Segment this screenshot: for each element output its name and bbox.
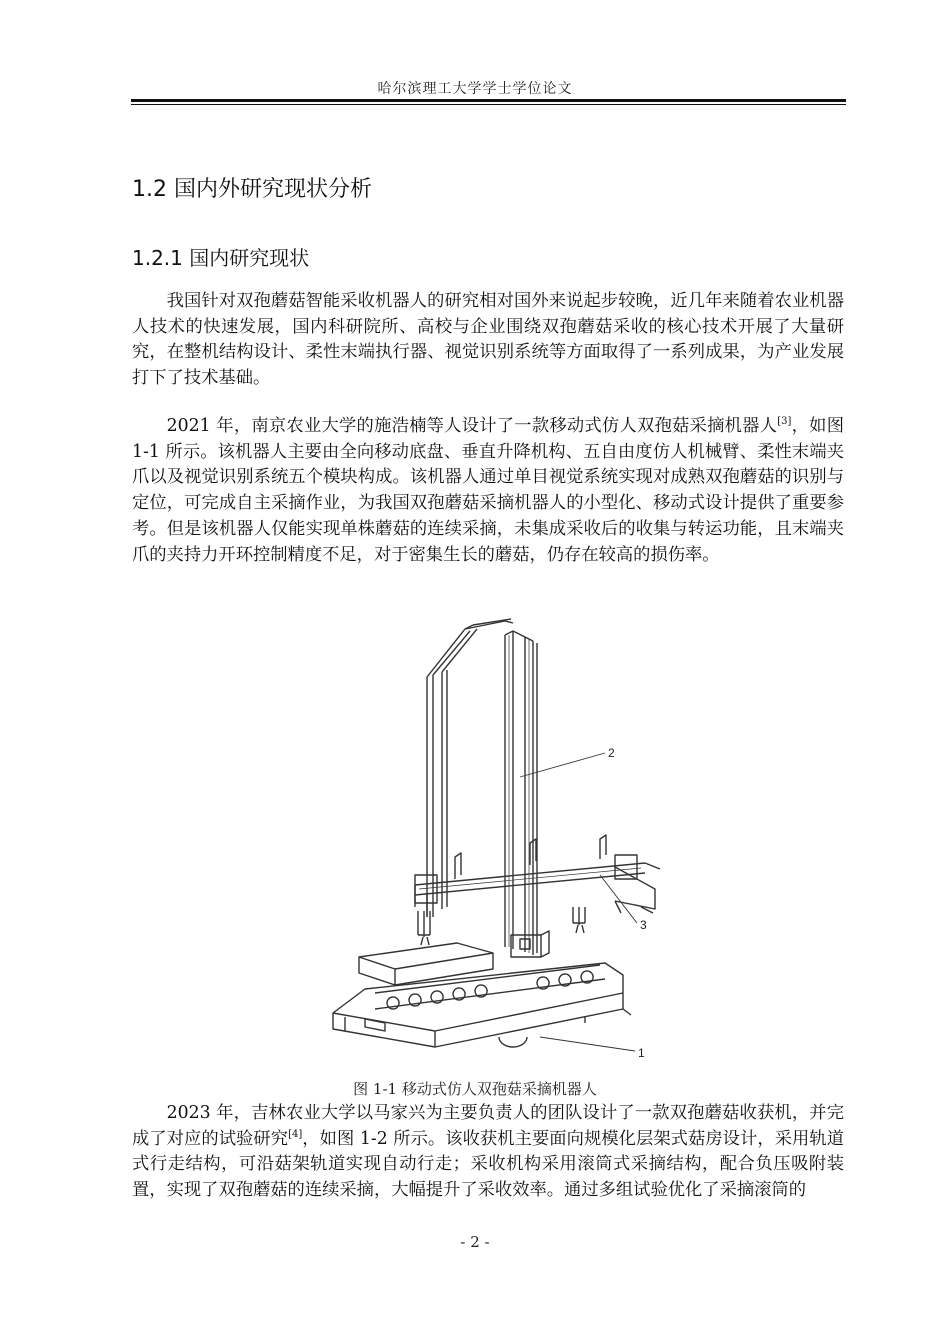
- header-rule-thick: [131, 99, 846, 102]
- paragraph-2-text-a: 2021 年，南京农业大学的施浩楠等人设计了一款移动式仿人双孢菇采摘机器人: [166, 416, 778, 436]
- citation-ref-3: [3]: [777, 416, 792, 428]
- carriages: [415, 835, 653, 945]
- robot-drawing: [315, 617, 665, 1067]
- paragraph-3: [132, 1101, 844, 1204]
- paragraph-2-text-b: ，如图 1-1 所示。该机器人主要由全向移动底盘、垂直升降机构、五自由度仿人机械臂、柔性末端夹爪以及视觉识别系统五个模块构成。该机器人通过单目视觉系统实现对成熟双孢蘑菇的识别与定位，可完成自主采摘作业，为我国双孢蘑菇采摘机器人的小型化、移动式设计提供了重要参考。但是该机器人仅能实现单株蘑菇的连续采摘，未集成采收后的收集与转运功能，且末端夹爪的夹持力开环控制精度不足，对于密集生长的蘑菇，仍存在较高的损伤率。: [132, 416, 844, 565]
- collection-tray: [359, 943, 493, 985]
- label-one: 1: [638, 1046, 645, 1060]
- subsection-heading: 1.2.1 国内研究现状: [132, 246, 310, 270]
- lift-module: [511, 931, 549, 957]
- mobile-chassis: [333, 963, 631, 1047]
- central-column: [505, 631, 537, 955]
- paragraph-1: 我国针对双孢蘑菇智能采收机器人的研究相对国外来说起步较晚，近几年来随着农业机器人技术的快速发展，国内科研院所、高校与企业围绕双孢蘑菇采收的核心技术开展了大量研究，在整机结构设计、柔性末端执行器、视觉识别系统等方面取得了一系列成果，为产业发展打下了技术基础。: [132, 291, 844, 389]
- label-two: 2: [608, 746, 615, 760]
- header-rule-thin: [131, 104, 846, 105]
- page-number: - 2 -: [460, 1233, 490, 1251]
- running-header: 哈尔滨理工大学学士学位论文: [377, 81, 573, 97]
- roller-bed: [375, 965, 605, 1009]
- label-three: 3: [640, 918, 647, 932]
- paragraph-2: [132, 414, 844, 568]
- figure-caption: 图 1-1 移动式仿人双孢菇采摘机器人: [353, 1080, 597, 1098]
- paragraph-3-text-b: ，如图 1-2 所示。该收获机主要面向规模化层架式菇房设计，采用轨道式行走结构，可沿菇架轨道实现自动行走；采收机构采用滚筒式采摘结构，配合负压吸附装置，实现了双孢蘑菇的连续采摘，大幅提升了采收效率。通过多组试验优化了采摘滚筒的: [132, 1128, 844, 1201]
- robot-figure: [315, 617, 665, 1067]
- left-mast: [427, 619, 513, 917]
- paragraph-3-text-a: 2023 年，吉林农业大学以马家兴为主要负责人的团队设计了一款双孢蘑菇收获机，并完成了对应的试验研究: [132, 1103, 844, 1149]
- citation-ref-4: [4]: [288, 1128, 303, 1140]
- section-heading: 1.2 国内外研究现状分析: [132, 177, 372, 202]
